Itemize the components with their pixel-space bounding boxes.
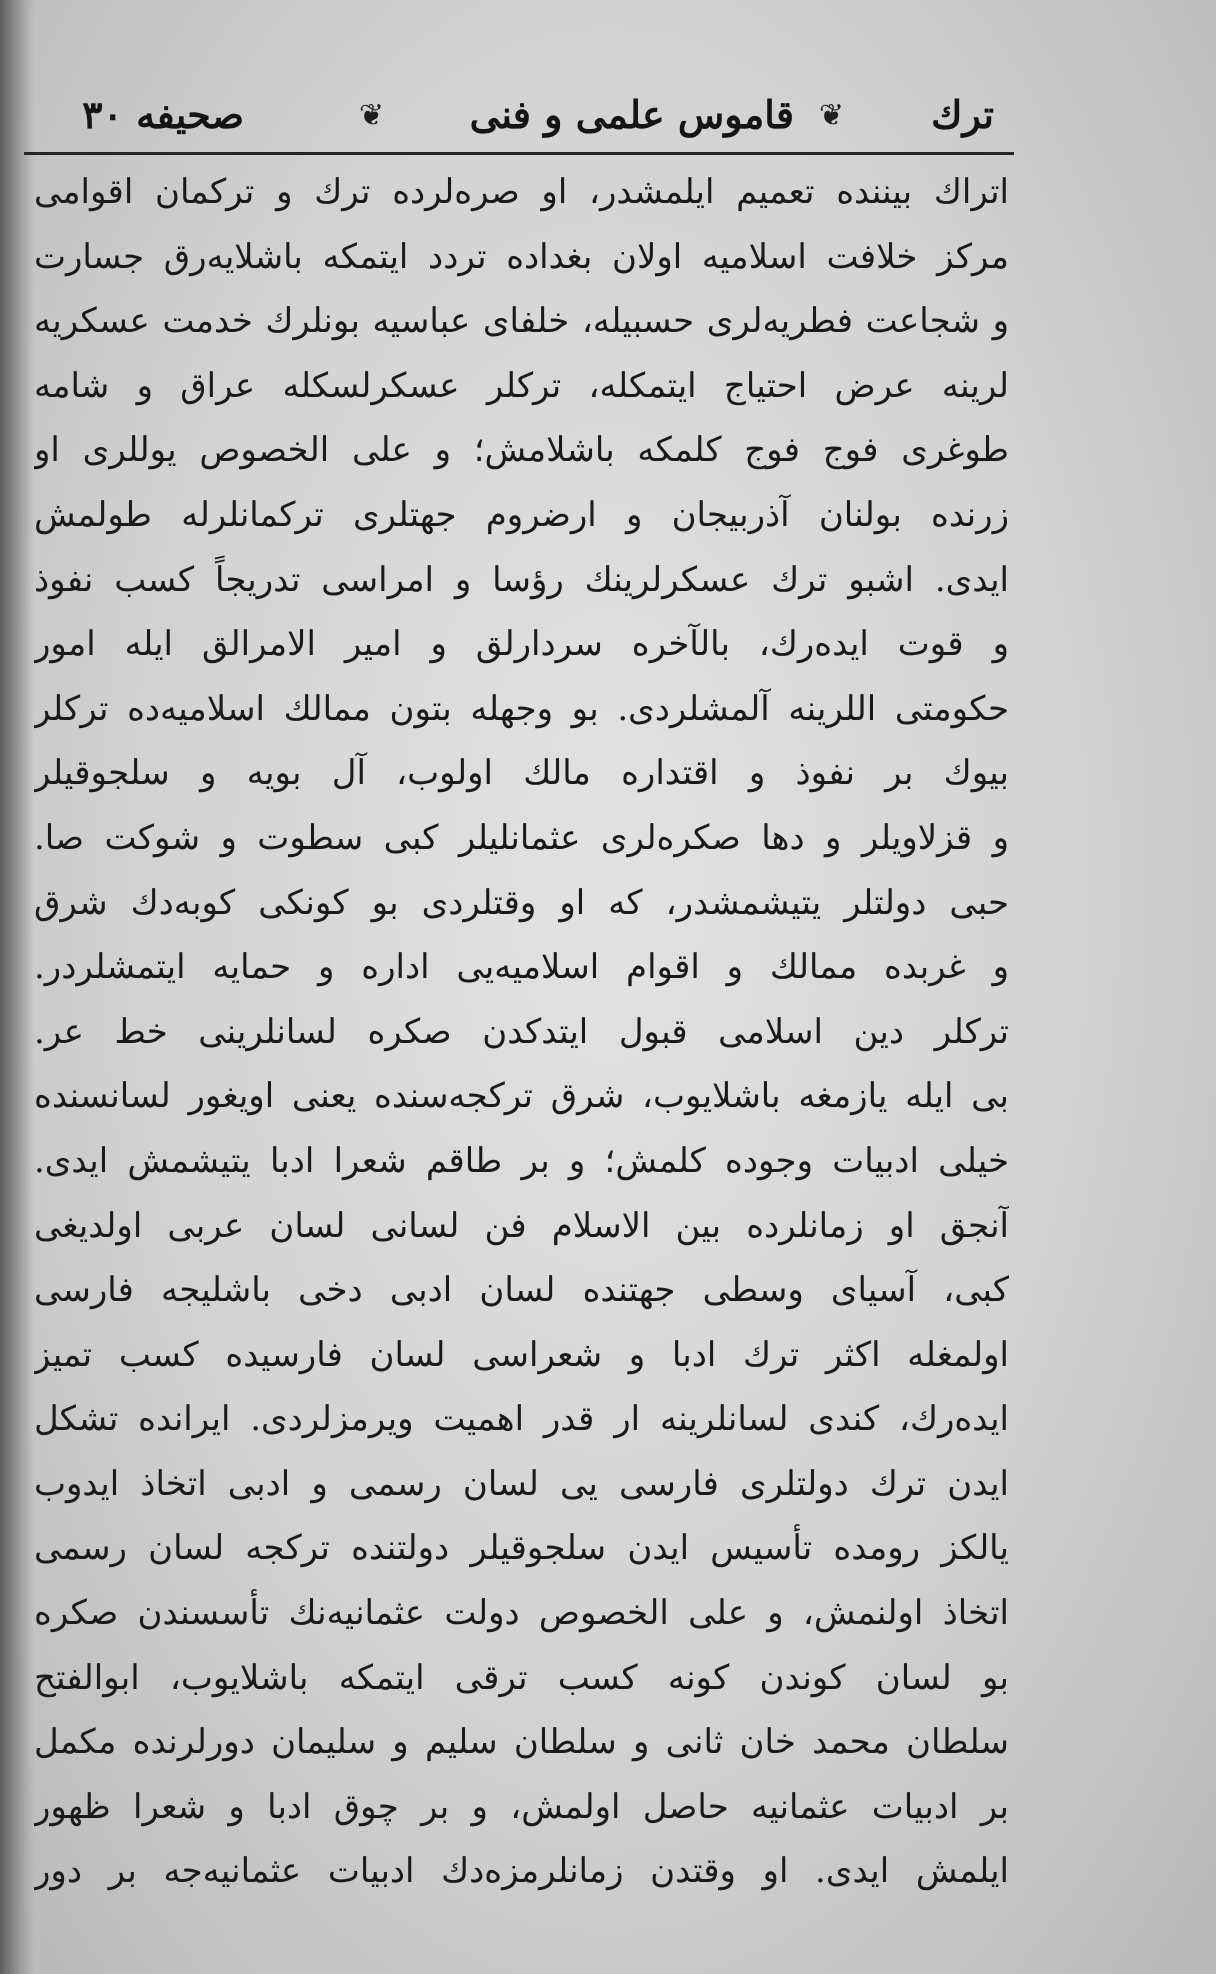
text-line: تركلر دين اسلامى قبول ايتدكدن صكره لسانلرينى خط عر.: [34, 1011, 1009, 1052]
book-page: [24, 60, 1024, 1940]
text-line: و قزلاويلر و دها صكرەلرى عثمانليلر كبى سطوت و شوكت صا.: [34, 817, 1009, 858]
text-line: بى ايله يازمغه باشلايوب، شرق تركجەسنده يعنى اويغور لسانسنده: [34, 1076, 1009, 1117]
text-line: يالكز رومده تأسيس ايدن سلجوقيلر دولتنده تركجه لسان رسمى: [34, 1528, 1009, 1569]
text-line: و قوت ايدەرك، بالآخره سردارلق و امير الامرالق ايله امور: [34, 624, 1009, 665]
page-header: [24, 88, 1014, 150]
text-line: حكومتى اللرينه آلمشلردى. بو وجهله بتون ممالك اسلاميەده تركلر: [34, 688, 1009, 729]
header-entry-word: ترك: [931, 92, 994, 137]
text-line: ايدى. اشبو ترك عسكرلرينك رؤسا و امراسى تدريجاً كسب نفوذ: [34, 559, 1009, 600]
body-text: [34, 160, 1009, 1904]
text-line: خيلى ادبيات وجوده كلمش؛ و بر طاقم شعرا ادبا يتيشمش ايدى.: [34, 1140, 1009, 1181]
text-line: ايدن ترك دولتلرى فارسى يى لسان رسمى و ادبى اتخاذ ايدوب: [34, 1463, 1009, 1504]
header-rule: [24, 152, 1014, 155]
text-line: ايلمش ايدى. او وقتدن زمانلرمزەدك ادبيات عثمانيەجه بر دور: [34, 1851, 1009, 1892]
text-line: آنجق او زمانلرده بين الاسلام فن لسانى لسان عربى اولديغى: [34, 1205, 1009, 1246]
text-line: مركز خلافت اسلاميه اولان بغداده تردد ايتمكه باشلايەرق جسارت: [34, 236, 1009, 277]
text-line: بر ادبيات عثمانيه حاصل اولمش، و بر چوق ادبا و شعرا ظهور: [34, 1786, 1009, 1827]
text-line: اتراك بيننده تعميم ايلمشدر، او صرەلرده ترك و تركمان اقوامى: [34, 172, 1009, 212]
text-line: سلطان محمد خان ثانى و سلطان سليم و سليمان دورلرنده مكمل: [34, 1722, 1009, 1763]
text-line: اتخاذ اولنمش، و على الخصوص دولت عثمانيەنك تأسسندن صكره: [34, 1593, 1009, 1634]
text-line: و غربده ممالك و اقوام اسلاميەيى اداره و حمايه ايتمشلردر.: [34, 947, 1009, 988]
text-line: حبى دولتلر يتيشمشدر، كه او وقتلردى بو كونكى كوبەدك شرق: [34, 882, 1009, 923]
text-line: و شجاعت فطريەلرى حسبيله، خلفاى عباسيه بونلرك خدمت عسكريه: [34, 301, 1009, 342]
text-line: لرينه عرض احتياج ايتمكله، تركلر عسكرلسكله عراق و شامه: [34, 365, 1009, 406]
ornament-icon: ❦: [818, 98, 844, 133]
header-page-number: صحيفه ٣٠: [82, 92, 244, 137]
ornament-icon: ❦: [358, 98, 384, 133]
header-title: قاموس علمى و فنى: [469, 92, 794, 137]
text-line: ايدەرك، كندى لسانلرينه ار قدر اهميت ويرمزلردى. ايرانده تشكل: [34, 1399, 1009, 1440]
text-line: بو لسان كوندن كونه كسب ترقى ايتمكه باشلايوب، ابوالفتح: [34, 1657, 1009, 1698]
text-line: بيوك بر نفوذ و اقتداره مالك اولوب، آل بويه و سلجوقيلر: [34, 753, 1009, 794]
text-line: زرنده بولنان آذربيجان و ارضروم جهتلرى تركمانلرله طولمش: [34, 494, 1009, 535]
text-line: اولمغله اكثر ترك ادبا و شعراسى لسان فارسيده كسب تميز: [34, 1334, 1009, 1375]
text-line: كبى، آسياى وسطى جهتنده لسان ادبى دخى باشليجه فارسى: [34, 1270, 1009, 1311]
text-line: طوغرى فوج فوج كلمكه باشلامش؛ و على الخصوص يوللرى او: [34, 430, 1009, 471]
